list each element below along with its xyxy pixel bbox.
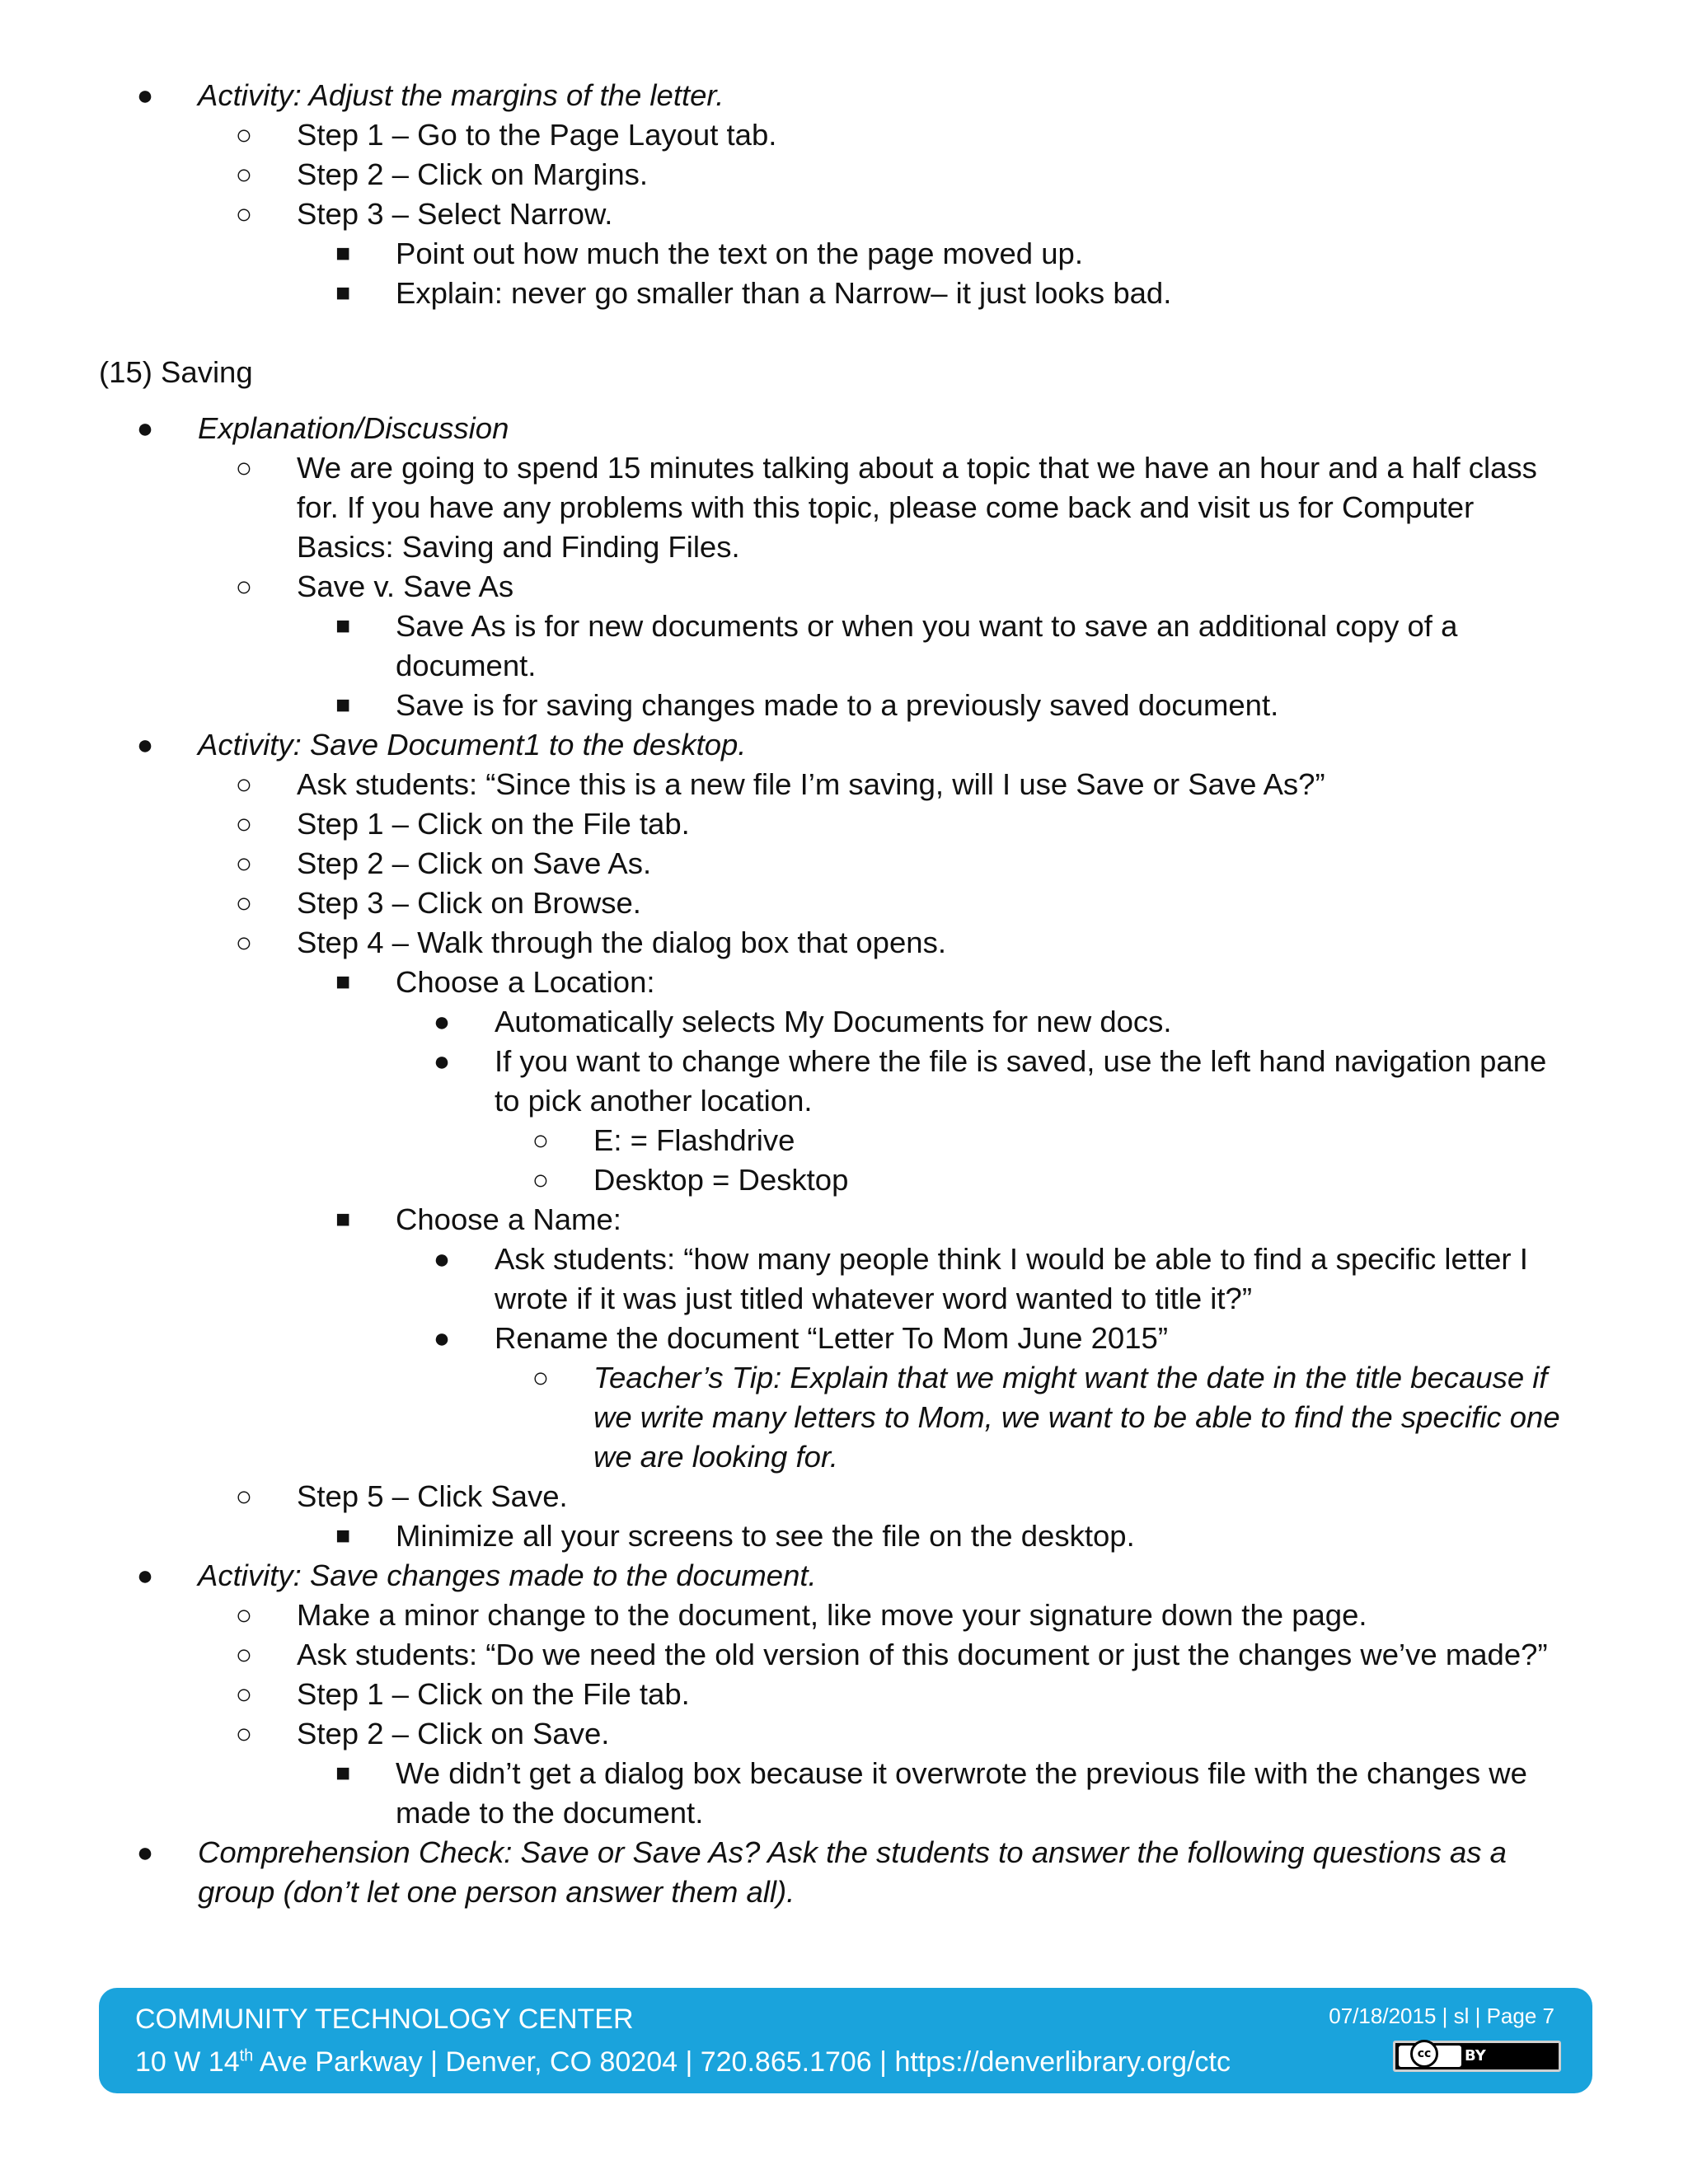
list-marker: ●: [433, 1006, 451, 1038]
list-marker: ■: [335, 1206, 351, 1233]
list-item-text: Ask students: “Since this is a new file I’m saving, will I use Save or Save As?”: [297, 767, 1325, 801]
cc-icon: cc: [1410, 2040, 1438, 2068]
list-item-text: wrote if it was just titled whatever word wanted to title it?”: [495, 1282, 1252, 1315]
list-marker: ○: [532, 1362, 550, 1394]
list-marker: ○: [235, 848, 253, 879]
list-marker: ■: [335, 1522, 351, 1549]
list-item-text: Explain: never go smaller than a Narrow– it just looks bad.: [396, 276, 1172, 310]
list-marker: ●: [433, 1323, 451, 1354]
list-item-text: Activity: Save changes made to the document.: [198, 1558, 817, 1592]
list-item-text: Comprehension Check: Save or Save As? Ask the students to answer the following questions as a: [198, 1835, 1507, 1869]
footer-date-page: 07/18/2015 | sl | Page 7: [1329, 2004, 1554, 2028]
list-item-text: Step 5 – Click Save.: [297, 1479, 568, 1513]
list-marker: ○: [235, 808, 253, 840]
list-item-text: Step 2 – Click on Save As.: [297, 846, 652, 880]
list-item-text: to pick another location.: [495, 1084, 813, 1118]
list-item-text: Step 3 – Click on Browse.: [297, 886, 641, 920]
list-item-text: Save As is for new documents or when you want to save an additional copy of a: [396, 609, 1458, 643]
list-item-text: Save is for saving changes made to a previously saved document.: [396, 688, 1279, 722]
list-marker: ■: [335, 968, 351, 996]
list-item-text: Step 1 – Click on the File tab.: [297, 1677, 690, 1711]
list-item-text: Minimize all your screens to see the file on the desktop.: [396, 1519, 1135, 1553]
list-marker: ■: [335, 691, 351, 719]
list-item-text: Step 1 – Go to the Page Layout tab.: [297, 118, 777, 152]
list-item-text: Point out how much the text on the page moved up.: [396, 237, 1083, 270]
list-marker: ○: [235, 1639, 253, 1671]
list-marker: ●: [136, 413, 154, 444]
cc-by-label: BY: [1465, 2047, 1486, 2064]
list-item-text: Desktop = Desktop: [593, 1163, 849, 1197]
list-marker: ●: [136, 1560, 154, 1591]
list-item-text: We didn’t get a dialog box because it overwrote the previous file with the changes we: [396, 1756, 1527, 1790]
list-item-text: Activity: Adjust the margins of the letter.: [198, 78, 724, 112]
list-item-text: Choose a Name:: [396, 1202, 621, 1236]
list-marker: ○: [235, 769, 253, 800]
list-item-text: Save v. Save As: [297, 569, 514, 603]
list-item-text: Step 4 – Walk through the dialog box that opens.: [297, 926, 946, 959]
list-marker: ○: [235, 120, 253, 151]
list-marker: ■: [335, 279, 351, 307]
list-marker: ●: [433, 1244, 451, 1275]
list-marker: ○: [532, 1165, 550, 1196]
cc-by-license-badge: [1393, 2041, 1561, 2072]
list-item-text: group (don’t let one person answer them all).: [198, 1875, 795, 1909]
list-marker: ■: [335, 612, 351, 640]
list-item-text: Automatically selects My Documents for new docs.: [495, 1005, 1172, 1038]
list-marker: ●: [136, 1837, 154, 1868]
list-item-text: we write many letters to Mom, we want to be able to find the specific one: [593, 1400, 1560, 1434]
list-item-text: Make a minor change to the document, like move your signature down the page.: [297, 1598, 1367, 1632]
list-item-text: Ask students: “how many people think I would be able to find a specific letter I: [495, 1242, 1528, 1276]
list-marker: ○: [532, 1125, 550, 1156]
list-item-text: Step 2 – Click on Save.: [297, 1717, 610, 1750]
list-marker: ○: [235, 199, 253, 230]
list-marker: ●: [136, 729, 154, 761]
list-item-text: Step 2 – Click on Margins.: [297, 157, 649, 191]
footer-contact[interactable]: Ave Parkway | Denver, CO 80204 | 720.865.1706 | https://denverlibrary.org/ctc: [253, 2046, 1231, 2078]
list-item-text: made to the document.: [396, 1796, 704, 1830]
list-marker: ●: [433, 1046, 451, 1077]
list-item-text: We are going to spend 15 minutes talking about a topic that we have an hour and a half class: [297, 451, 1537, 485]
list-item-text: If you want to change where the file is saved, use the left hand navigation pane: [495, 1044, 1547, 1078]
list-marker: ●: [136, 80, 154, 111]
list-item-text: for. If you have any problems with this topic, please come back and visit us for Computer: [297, 490, 1475, 524]
list-item-text: we are looking for.: [593, 1440, 838, 1474]
list-item-text: E: = Flashdrive: [593, 1123, 795, 1157]
list-item-text: document.: [396, 649, 537, 682]
list-marker: ○: [235, 1481, 253, 1512]
list-item-text: Activity: Save Document1 to the desktop.: [198, 728, 747, 762]
list-marker: ○: [235, 159, 253, 190]
footer-organization: COMMUNITY TECHNOLOGY CENTER: [135, 2004, 634, 2035]
list-marker: ○: [235, 1679, 253, 1710]
list-marker: ○: [235, 571, 253, 602]
list-marker: ○: [235, 452, 253, 484]
page-footer: [99, 1988, 1592, 2093]
list-item-text: Rename the document “Letter To Mom June 2015”: [495, 1321, 1168, 1355]
list-item-text: Teacher’s Tip: Explain that we might want the date in the title because if: [593, 1361, 1548, 1394]
list-item-text: Basics: Saving and Finding Files.: [297, 530, 740, 564]
list-item-text: Explanation/Discussion: [198, 411, 509, 445]
list-item-text: Ask students: “Do we need the old version of this document or just the changes we’ve made?”: [297, 1638, 1548, 1671]
section-heading: (15) Saving: [99, 355, 253, 389]
list-marker: ■: [335, 240, 351, 267]
footer-address: 10 W 14th Ave Parkway | Denver, CO 80204 | 720.865.1706 | https://denverlibrary.org/ctc: [135, 2046, 1231, 2078]
list-marker: ○: [235, 888, 253, 919]
list-marker: ■: [335, 1760, 351, 1787]
list-item-text: Choose a Location:: [396, 965, 655, 999]
list-item-text: Step 3 – Select Narrow.: [297, 197, 613, 231]
list-item-text: Step 1 – Click on the File tab.: [297, 807, 690, 841]
list-marker: ○: [235, 1718, 253, 1750]
list-marker: ○: [235, 1600, 253, 1631]
list-marker: ○: [235, 927, 253, 958]
